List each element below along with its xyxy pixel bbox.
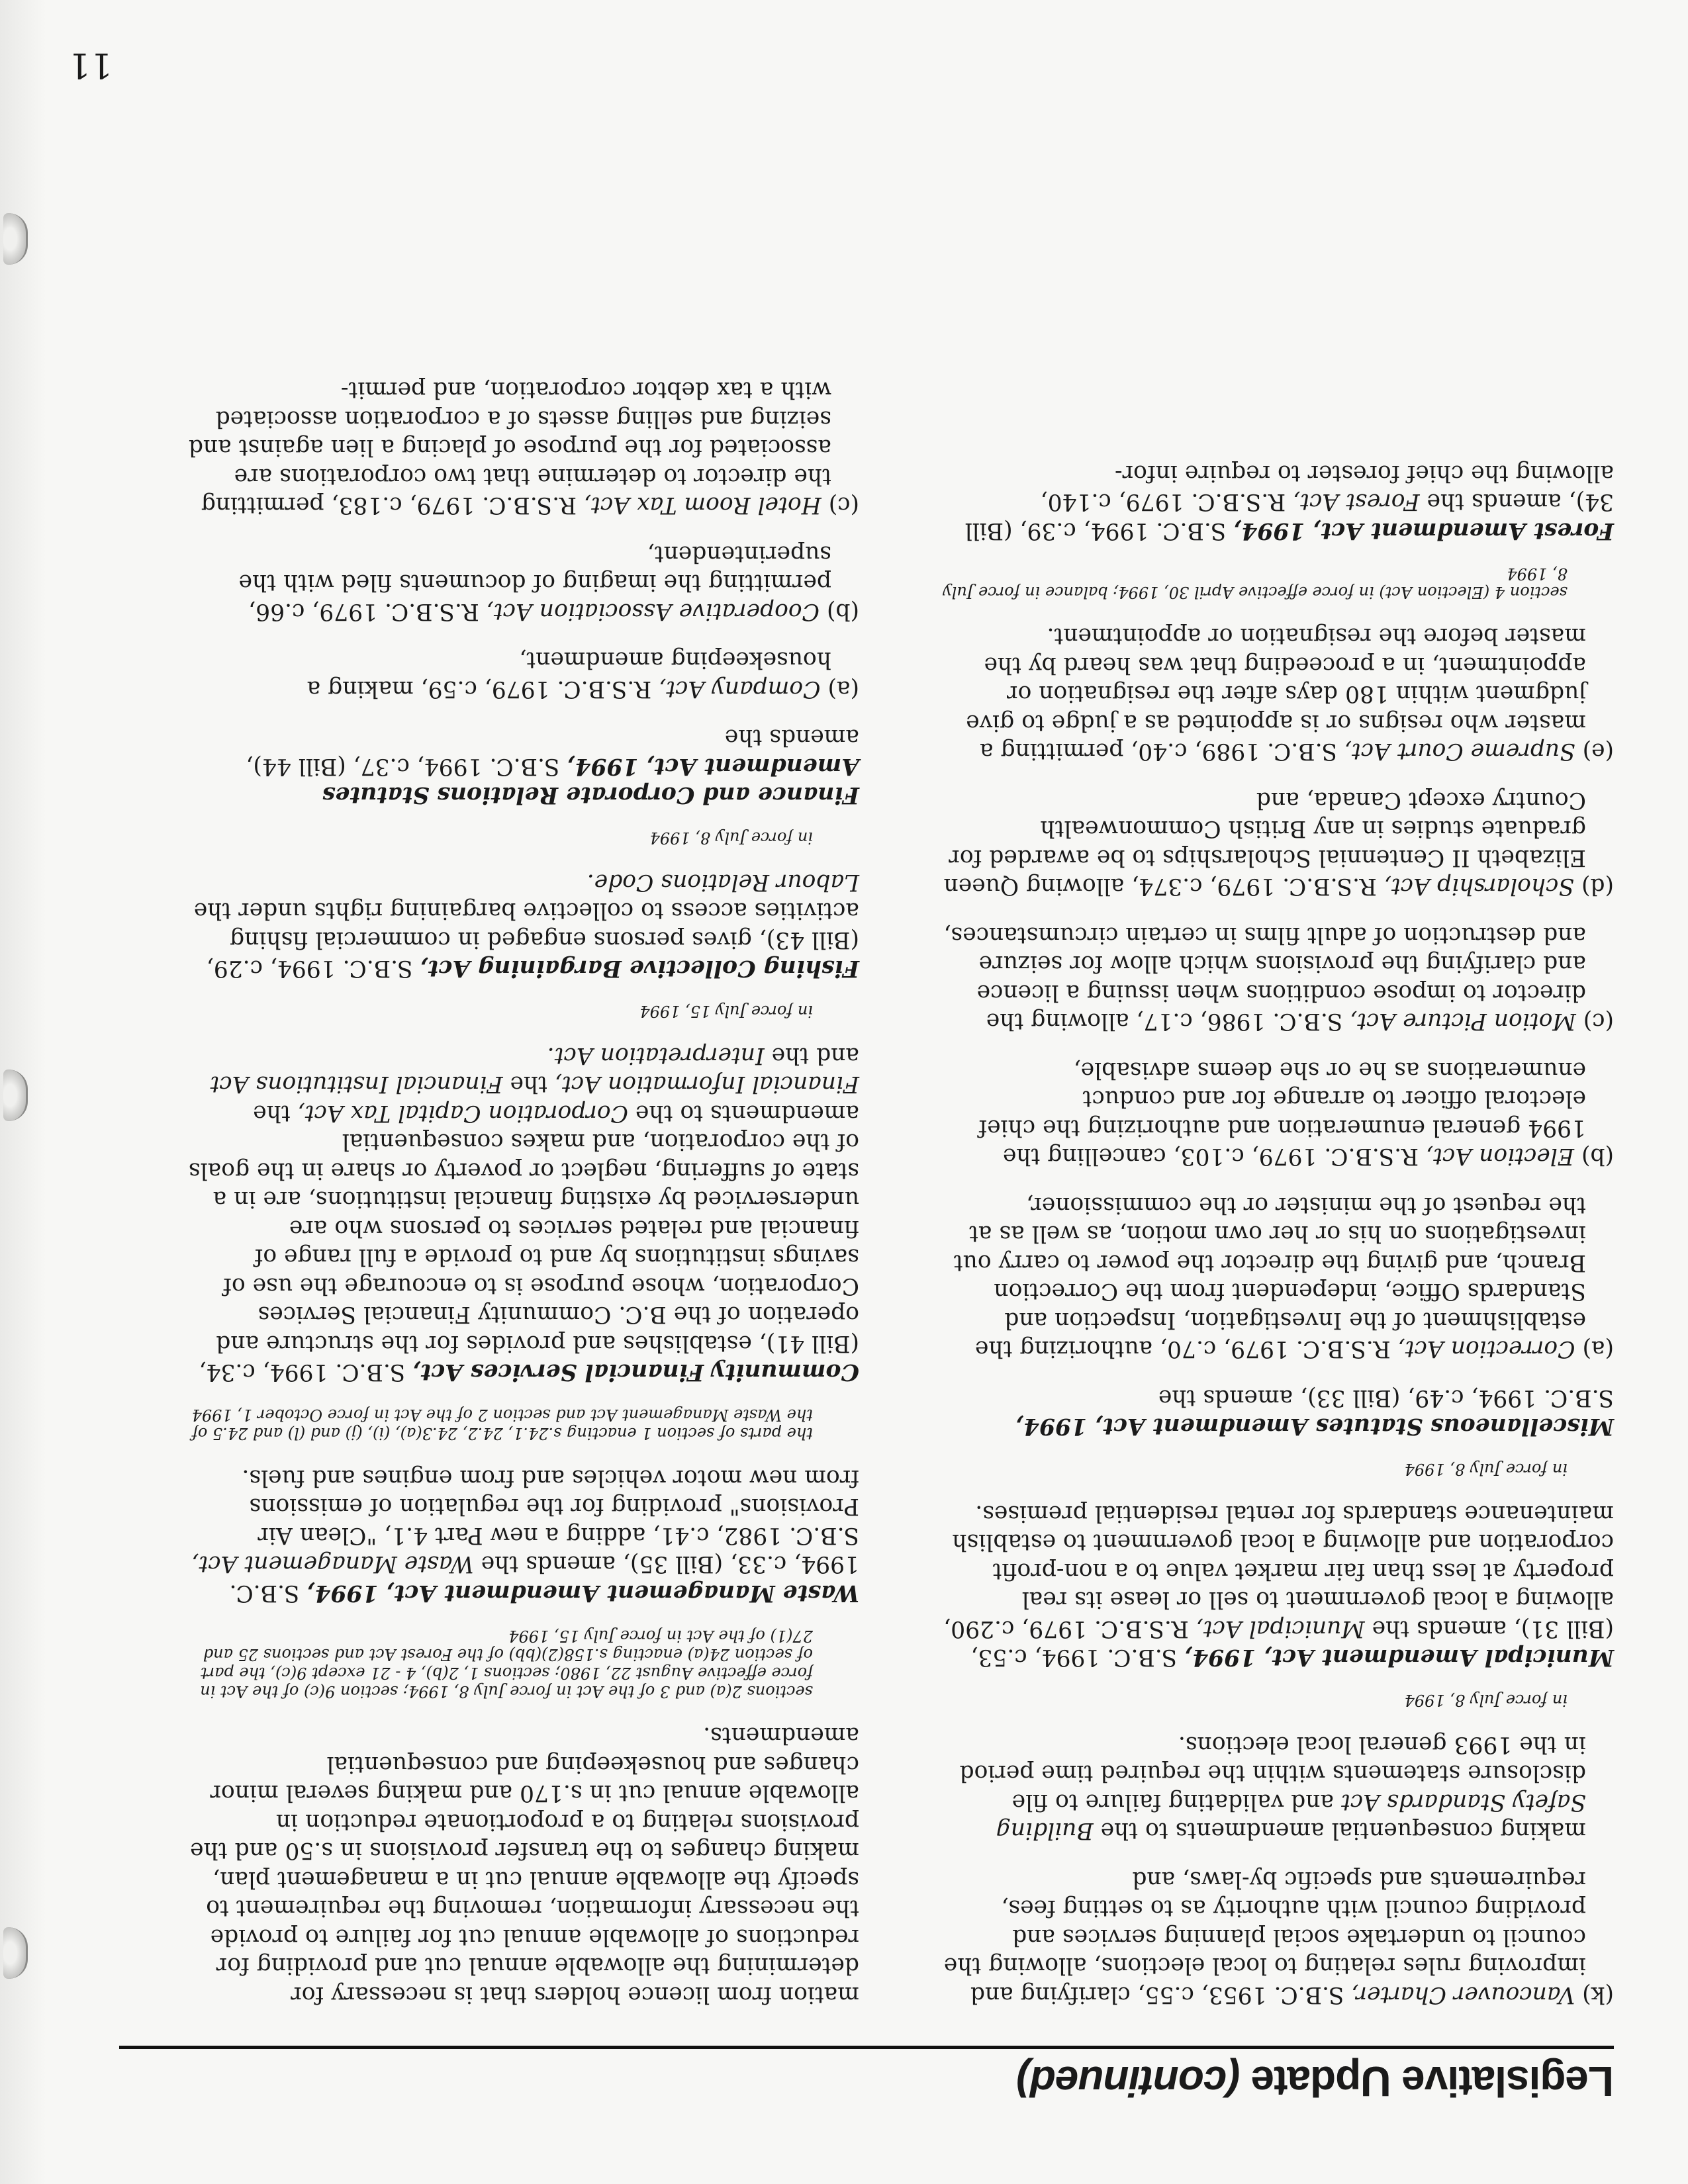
misc-statutes: Miscellaneous Statutes Amendment Act, 1994, S.B.C. 1994, c.49, (Bill 33), amends the — [1015, 1385, 1614, 1440]
finance-corporate-relations: Finance and Corporate Relations Statutes Amendment Act, 1994, S.B.C. 1994, c.37, (Bill 44), amends the — [246, 724, 859, 809]
page-title — [66, 2057, 1614, 2106]
item-k-continued: making consequential amendments to the Building Safety Standards Act and validating failure to file disclosure statements within the required time period in the 1993 general local elections. — [959, 1731, 1586, 1844]
item-c: (c) Motion Picture Act, S.B.C. 1986, c.17, allowing the director to impose conditions when issuing a licence and clarifying the provisions which allow for seizure and destruction of adult films in certain circumstances, — [943, 922, 1614, 1035]
item-a: (a) Correction Act, R.S.B.C. 1979, c.70, authorizing the establishment of the Investigation, Inspection and Standards Office, independent from the Correction Branch, and giving the director the power to carry out investigations on his or her own motion, as well as at the request of the minister or the commissioner, — [953, 1192, 1614, 1363]
item-fc: (c) Hotel Room Tax Act, R.S.B.C. 1979, c.183, permitting the director to determine that two corporations are associated for the purpose of placing a lien against and seizing and selling assets of a corporation associated with a tax debtor corporation, and permit- — [188, 377, 859, 519]
in-force-note: in force July 8, 1994 — [1404, 1460, 1568, 1479]
item-e: (e) Supreme Court Act, S.B.C. 1989, c.40, permitting a master who resigns or is appointed as a judge to give judgment within 180 days after the resignation or appointment, in a proceeding that was heard by the master before the resignation or appointment. — [966, 623, 1614, 765]
item-b: (b) Election Act, R.S.B.C. 1979, c.103, cancelling the 1994 general enumeration and authorizing the chief electoral officer to arrange for and conduct enumerations as he or she deems advisable, — [978, 1057, 1614, 1170]
item-d: (d) Scholarship Act, R.S.B.C. 1979, c.374, allowing Queen Elizabeth II Centennial Scholarships to be awarded for graduate studies in any British Commonwealth Country except Canada, and — [943, 787, 1614, 900]
title-continued: (continued) — [1017, 2058, 1241, 2105]
header-rule — [119, 2046, 1614, 2049]
page-number: 11 — [68, 45, 113, 85]
item-fb: (b) Cooperative Association Act, R.S.B.C. 1979, c.66, permitting the imaging of documents filed with the superintendent, — [238, 541, 859, 625]
in-force-note: in force July 8, 1994 — [1404, 1691, 1568, 1710]
in-force-note: in force July 15, 1994 — [639, 1002, 813, 1021]
right-column — [187, 355, 859, 2009]
waste-management: Waste Management Amendment Act, 1994, S.B.C. 1994, c.33, (Bill 35), amends the Waste Management Act, S.B.C. 1982, c.41, adding a new Part 4.1, "Clean Air Provisions" providing for the regulation of emissions from new motor vehicles and from engines and fuels. — [191, 1465, 859, 1606]
in-force-note: section 4 (Election Act) in force effective April 30, 1994; balance in force July 8, 1994 — [943, 565, 1568, 602]
forest-continued: mation from licence holders that is necessary for determining the allowable annual cut and providing for reductions of allowable annual cut for failure to provide the necessary information, removing the requirement to specify the allowable annual cut in a management plan, making changes to the transfer provisions in s.50 and the provisions relating to a proportionate reduction in allowable annual cut in s.170 and making several minor changes and housekeeping and consequential amendments. — [190, 1722, 859, 2008]
forest-amendment: Forest Amendment Act, 1994, S.B.C. 1994, c.39, (Bill 34), amends the Forest Act, R.S.B.C. 1979, c.140, allowing the chief forester to require infor- — [964, 460, 1614, 544]
in-force-note: sections 2(a) and 3 of the Act in force July 8, 1994; section 9(c) of the Act in force effective August 22, 1980; sections 1, 2(b), 4 - 21 except 9(c), the part of section 24(a) enacting s.158(2)(bb) of the Forest Act and sections 25 and 27(1) of the Act in force July 15, 1994 — [200, 1627, 813, 1701]
municipal-amendment: Municipal Amendment Act, 1994, S.B.C. 1994, c.53, (Bill 31), amends the Municipal Act, R.S.B.C. 1979, c.290, allowing a local government to sell or lease its real property at less than fair market value to a non-profit corporation and allowing a local government to establish maintenance standards for rental residential premises. — [943, 1500, 1614, 1671]
page-header — [66, 2046, 1614, 2106]
community-financial-services: Community Financial Services Act, S.B.C. 1994, c.34, (Bill 41), establishes and provides for the structure and operation of the B.C. Community Financial Services Corporation, whose purpose is to encourage the use of savings institutions by and to provide a full range of financial and related services to persons who are underserviced by existing financial institutions, are in a state of suffering, neglect or poverty or share in the goals of the corporation, and makes consequential amendments to the Corporation Capital Tax Act, the Financial Information Act, the Financial Institutions Act and the Interpretation Act. — [188, 1042, 859, 1386]
in-force-note: the parts of section 1 enacting s.24.1, 24.2, 24.3(a), (i), (j) and (l) and 24.5 of the Waste Management Act and section 2 of the Act in force October 1, 1994 — [191, 1406, 813, 1443]
item-k: (k) Vancouver Charter, S.B.C. 1953, c.55, clarifying and improving rules relating to local elections, allowing the council to undertake social planning services and providing council with authority as to setting fees, requirements and specific by-laws, and — [943, 1866, 1614, 2008]
in-force-note: in force July 8, 1994 — [649, 829, 813, 848]
left-column — [942, 439, 1614, 2009]
title-text: Legislative Update — [1251, 2058, 1614, 2105]
item-fa: (a) Company Act, R.S.B.C. 1979, c.59, making a housekeeping amendment, — [306, 647, 859, 702]
fishing-collective-bargaining: Fishing Collective Bargaining Act, S.B.C. 1994, c.29, (Bill 43), gives persons engaged in commercial fishing activities access to collective bargaining rights under the Labour Relations Code. — [193, 869, 859, 982]
